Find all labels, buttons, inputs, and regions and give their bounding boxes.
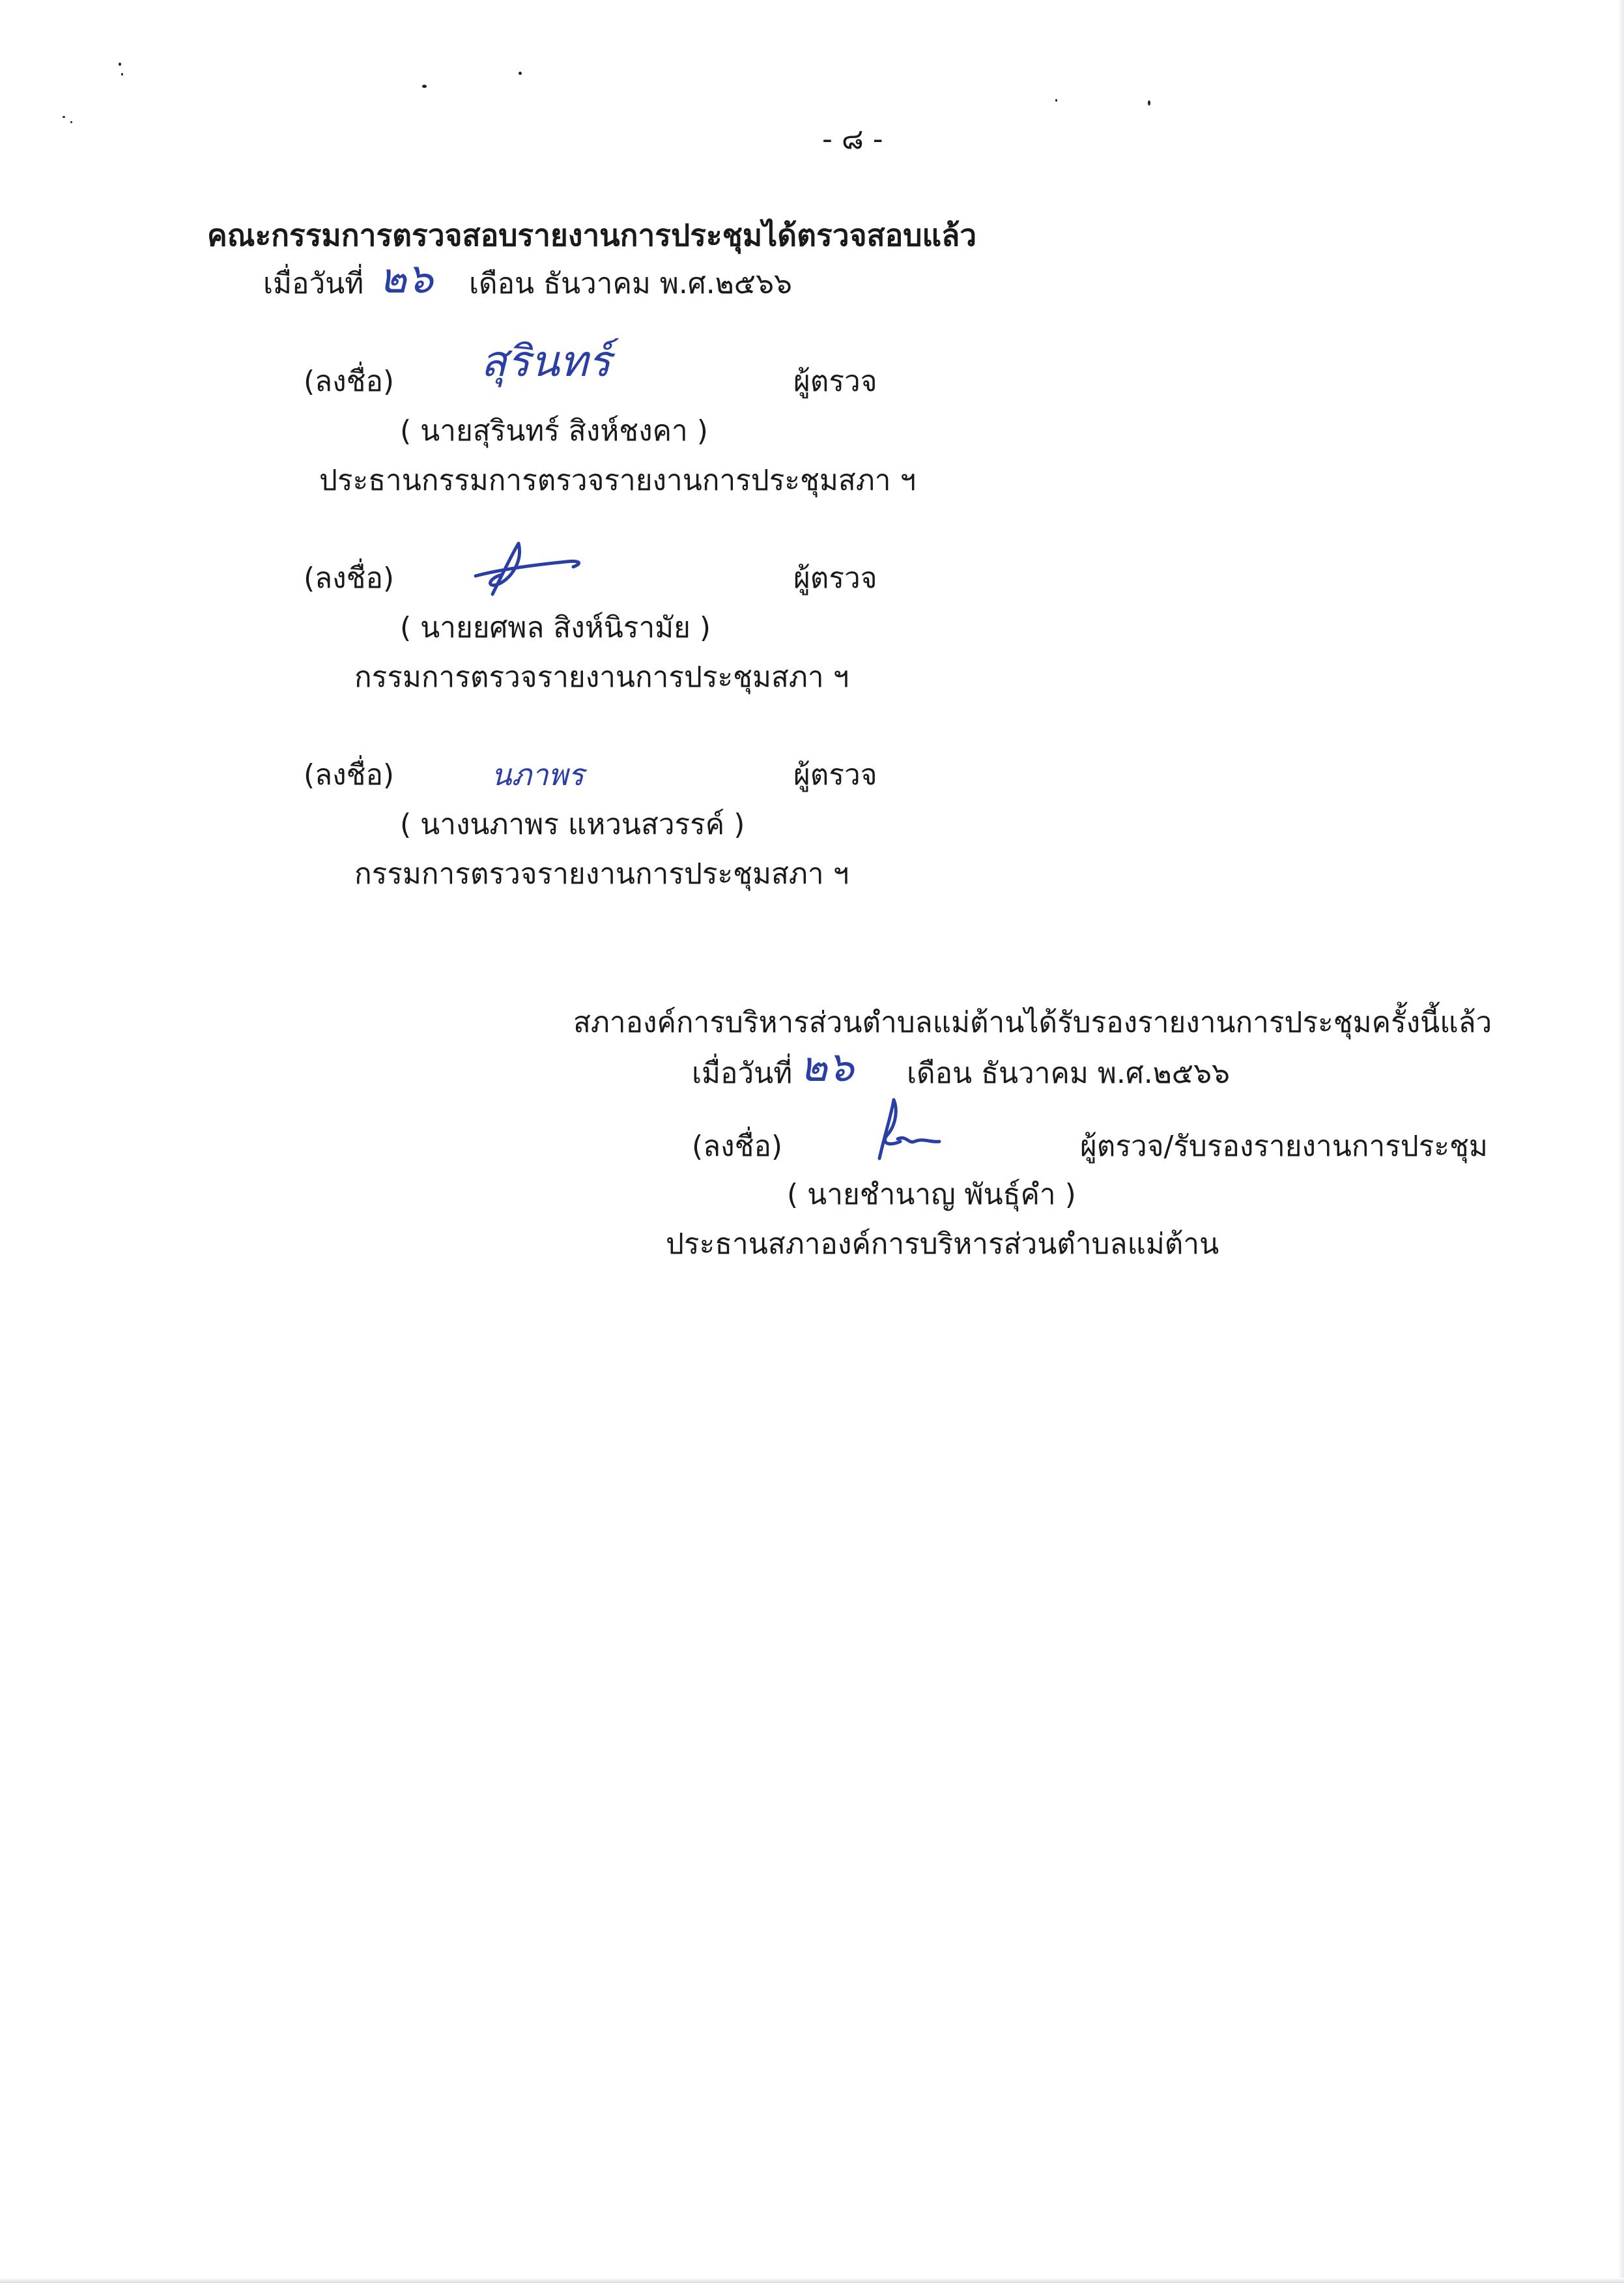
page-number: - ๘ - (822, 122, 883, 156)
signature-chamnan (872, 1096, 950, 1168)
scan-speck (63, 116, 65, 118)
council-sign-label: (ลงชื่อ) (692, 1130, 783, 1163)
signatory-role: ผู้ตรวจ (793, 365, 877, 398)
committee-date-prefix: เมื่อวันที่ (263, 267, 364, 300)
sign-label: (ลงชื่อ) (304, 562, 395, 595)
signature-naphaphon: นภาพร (491, 757, 584, 792)
signatory-position: กรรมการตรวจรายงานการประชุมสภา ฯ (354, 661, 849, 694)
signatory-name: ( นายยศพล สิงห์นิรามัย ) (400, 611, 711, 644)
signatory-role: ผู้ตรวจ (793, 562, 877, 595)
scan-speck (119, 63, 121, 66)
scan-edge (1617, 0, 1624, 2283)
signatory-position: กรรมการตรวจรายงานการประชุมสภา ฯ (354, 857, 849, 891)
committee-date-day-handwritten: ๒๖ (379, 255, 433, 303)
scan-edge (0, 2278, 1624, 2283)
scan-speck (1055, 99, 1057, 102)
committee-heading: คณะกรรมการตรวจสอบรายงานการประชุมได้ตรวจสอบแล้ว (207, 218, 977, 253)
scan-speck (1148, 100, 1150, 106)
scan-speck (121, 73, 123, 76)
scan-speck (70, 121, 72, 123)
signature-surin: สุรินทร์ (481, 336, 611, 386)
council-role: ผู้ตรวจ/รับรองรายงานการประชุม (1080, 1130, 1488, 1163)
sign-label: (ลงชื่อ) (304, 758, 395, 792)
council-date-prefix: เมื่อวันที่ (692, 1057, 793, 1090)
signatory-name: ( นายสุรินทร์ สิงห์ชงคา ) (400, 414, 708, 448)
committee-date-rest: เดือน ธันวาคม พ.ศ.๒๕๖๖ (469, 267, 792, 300)
signatory-position: ประธานกรรมการตรวจรายงานการประชุมสภา ฯ (319, 464, 917, 497)
council-position: ประธานสภาองค์การบริหารส่วนตำบลแม่ต้าน (666, 1228, 1219, 1261)
council-name: ( นายชำนาญ พันธุ์คำ ) (787, 1178, 1076, 1211)
signatory-name: ( นางนภาพร แหวนสวรรค์ ) (400, 808, 745, 841)
council-date-day-handwritten: ๒๖ (800, 1043, 854, 1091)
sign-label: (ลงชื่อ) (304, 365, 395, 398)
council-heading: สภาองค์การบริหารส่วนตำบลแม่ต้านได้รับรองรายงานการประชุมครั้งนี้แล้ว (573, 1006, 1492, 1039)
signature-yotsaphon (469, 537, 593, 602)
council-date-rest: เดือน ธันวาคม พ.ศ.๒๕๖๖ (907, 1057, 1230, 1090)
scan-speck (422, 85, 427, 88)
scan-speck (519, 72, 522, 75)
signatory-role: ผู้ตรวจ (793, 758, 877, 792)
